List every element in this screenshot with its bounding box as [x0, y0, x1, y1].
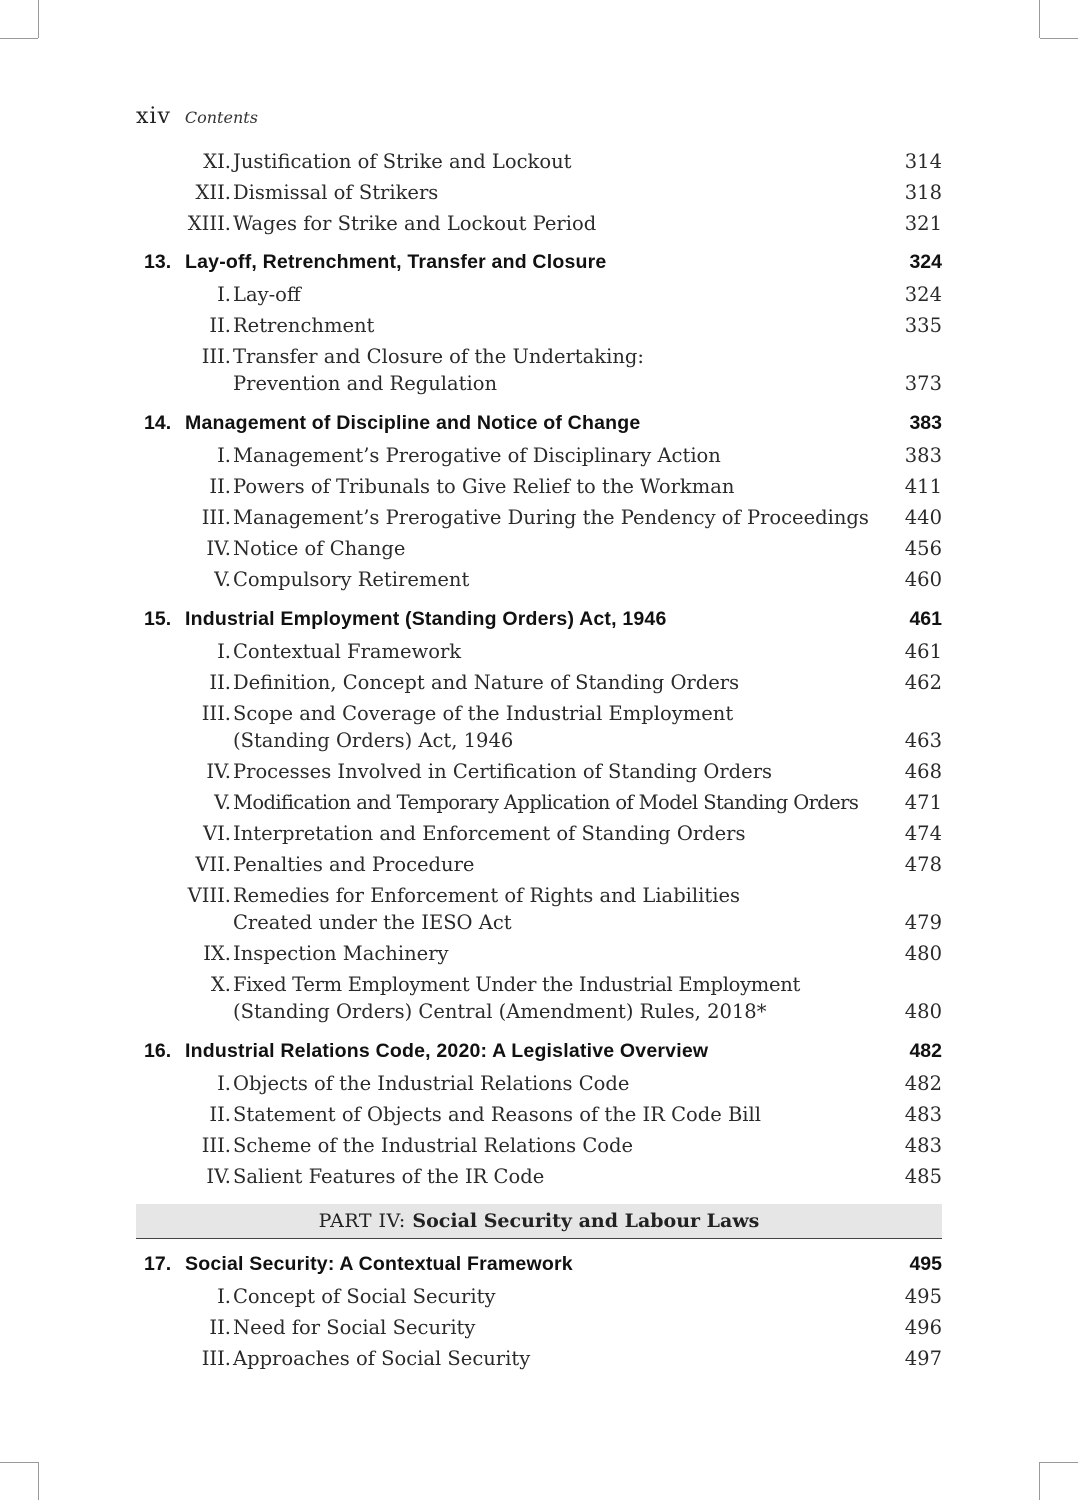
- section-page: 411: [904, 475, 942, 498]
- chapter-page: 461: [909, 608, 942, 630]
- section-number: XI.: [203, 150, 231, 173]
- chapter-number: 16.: [144, 1040, 172, 1062]
- section-number: XIII.: [187, 212, 231, 235]
- section-page: 480: [904, 1000, 942, 1023]
- toc-section: [136, 1132, 942, 1163]
- chapter-number: 13.: [144, 251, 172, 273]
- section-number: IV.: [206, 760, 231, 783]
- toc-section: [136, 700, 942, 758]
- section-number: VII.: [195, 853, 231, 876]
- section-page: 483: [904, 1134, 942, 1157]
- section-page: 479: [904, 911, 942, 934]
- section-page: 440: [904, 506, 942, 529]
- section-title-continued: Created under the IESO Act: [233, 911, 512, 934]
- toc-section: [136, 789, 942, 820]
- toc-section: [136, 442, 942, 473]
- toc-section: [136, 343, 942, 401]
- section-title: Statement of Objects and Reasons of the IR Code Bill: [233, 1103, 762, 1126]
- section-page: 373: [904, 372, 942, 395]
- section-title: Need for Social Security: [233, 1316, 476, 1339]
- section-title: Retrenchment: [233, 314, 375, 337]
- chapter-page: 324: [909, 251, 942, 273]
- section-page: 480: [904, 942, 942, 965]
- section-title: Fixed Term Employment Under the Industrial Employment: [233, 973, 801, 996]
- section-number: IV.: [206, 537, 231, 560]
- toc-section: [136, 535, 942, 566]
- toc-section: [136, 758, 942, 789]
- page-folio: xiv: [136, 104, 171, 129]
- toc-section: [136, 638, 942, 669]
- toc-section: [136, 179, 942, 210]
- crop-mark: [0, 1462, 38, 1463]
- toc-section: [136, 669, 942, 700]
- section-title: Management’s Prerogative of Disciplinary Action: [233, 444, 721, 467]
- chapter-heading: [136, 1038, 942, 1070]
- section-page: 318: [904, 181, 942, 204]
- chapter-page: 383: [909, 412, 942, 434]
- toc-section: [136, 281, 942, 312]
- chapter-title: Social Security: A Contextual Framework: [185, 1253, 573, 1275]
- section-title: Scope and Coverage of the Industrial Employment: [233, 702, 734, 725]
- section-title: Justification of Strike and Lockout: [233, 150, 572, 173]
- section-page: 478: [904, 853, 942, 876]
- section-title: Compulsory Retirement: [233, 568, 470, 591]
- chapter-title: Lay-off, Retrenchment, Transfer and Closure: [185, 251, 607, 273]
- section-page: 460: [904, 568, 942, 591]
- toc-section: [136, 1163, 942, 1194]
- running-title: Contents: [184, 108, 258, 127]
- chapter-number: 14.: [144, 412, 172, 434]
- section-number: VI.: [203, 822, 231, 845]
- section-page: 321: [904, 212, 942, 235]
- crop-mark: [38, 0, 39, 38]
- toc-section: [136, 820, 942, 851]
- crop-mark: [0, 38, 38, 39]
- section-title: Wages for Strike and Lockout Period: [233, 212, 597, 235]
- crop-mark: [1039, 0, 1040, 38]
- section-page: 463: [904, 729, 942, 752]
- chapter-title: Industrial Relations Code, 2020: A Legislative Overview: [185, 1040, 709, 1062]
- chapter-heading: [136, 606, 942, 638]
- section-page: 485: [904, 1165, 942, 1188]
- toc-section: [136, 1283, 942, 1314]
- section-number: III.: [201, 1134, 231, 1157]
- section-number: I.: [217, 1072, 231, 1095]
- toc-section: [136, 882, 942, 940]
- toc-section: [136, 504, 942, 535]
- chapter-page: 482: [909, 1040, 942, 1062]
- section-title: Remedies for Enforcement of Rights and Liabilities: [233, 884, 740, 907]
- section-number: I.: [217, 1285, 231, 1308]
- section-page: 324: [904, 283, 942, 306]
- section-title: Processes Involved in Certification of Standing Orders: [233, 760, 773, 783]
- section-title: Salient Features of the IR Code: [233, 1165, 545, 1188]
- toc-section: [136, 1314, 942, 1345]
- section-page: 471: [904, 791, 942, 814]
- section-title: Objects of the Industrial Relations Code: [233, 1072, 630, 1095]
- chapter-heading: [136, 1251, 942, 1283]
- section-page: 456: [904, 537, 942, 560]
- section-page: 496: [904, 1316, 942, 1339]
- section-number: III.: [201, 1347, 231, 1370]
- section-title: Concept of Social Security: [233, 1285, 496, 1308]
- section-page: 335: [904, 314, 942, 337]
- toc-section: [136, 473, 942, 504]
- section-page: 461: [904, 640, 942, 663]
- section-number: II.: [209, 1316, 231, 1339]
- section-page: 474: [904, 822, 942, 845]
- running-header: [136, 104, 258, 129]
- section-page: 495: [904, 1285, 942, 1308]
- section-number: VIII.: [187, 884, 231, 907]
- section-page: 462: [904, 671, 942, 694]
- section-number: II.: [209, 475, 231, 498]
- chapter-title: Management of Discipline and Notice of Change: [185, 412, 641, 434]
- section-number: V.: [214, 568, 231, 591]
- section-title: Dismissal of Strikers: [233, 181, 439, 204]
- section-number: IX.: [203, 942, 231, 965]
- section-title: Definition, Concept and Nature of Standing Orders: [233, 671, 740, 694]
- toc-section: [136, 566, 942, 597]
- part-banner: [136, 1204, 942, 1239]
- section-number: V.: [214, 791, 231, 814]
- table-of-contents: [136, 148, 942, 1376]
- toc-section: [136, 1070, 942, 1101]
- section-title: Lay-off: [233, 283, 301, 306]
- crop-mark: [38, 1462, 39, 1500]
- section-page: 483: [904, 1103, 942, 1126]
- chapter-number: 17.: [144, 1253, 172, 1275]
- section-title: Management’s Prerogative During the Pendency of Proceedings: [233, 506, 869, 529]
- section-title: Interpretation and Enforcement of Standing Orders: [233, 822, 746, 845]
- part-label: PART IV:: [318, 1210, 406, 1232]
- crop-mark: [1039, 1462, 1040, 1500]
- chapter-heading: [136, 410, 942, 442]
- section-number: I.: [217, 444, 231, 467]
- chapter-number: 15.: [144, 608, 172, 630]
- toc-section: [136, 971, 942, 1029]
- section-number: IV.: [206, 1165, 231, 1188]
- toc-section: [136, 148, 942, 179]
- section-number: II.: [209, 314, 231, 337]
- chapter-heading: [136, 249, 942, 281]
- section-page: 482: [904, 1072, 942, 1095]
- section-title: Penalties and Procedure: [233, 853, 475, 876]
- section-title: Scheme of the Industrial Relations Code: [233, 1134, 634, 1157]
- section-title-continued: (Standing Orders) Central (Amendment) Rules, 2018*: [233, 1000, 767, 1023]
- chapter-page: 495: [909, 1253, 942, 1275]
- toc-section: [136, 1345, 942, 1376]
- section-page: 314: [904, 150, 942, 173]
- section-number: III.: [201, 345, 231, 368]
- section-title: Approaches of Social Security: [233, 1347, 531, 1370]
- section-page: 497: [904, 1347, 942, 1370]
- section-number: III.: [201, 702, 231, 725]
- section-number: XII.: [195, 181, 231, 204]
- crop-mark: [1040, 38, 1078, 39]
- section-number: II.: [209, 671, 231, 694]
- section-page: 383: [904, 444, 942, 467]
- toc-section: [136, 1101, 942, 1132]
- section-title-continued: (Standing Orders) Act, 1946: [233, 729, 514, 752]
- section-number: I.: [217, 283, 231, 306]
- section-title: Contextual Framework: [233, 640, 462, 663]
- section-title-continued: Prevention and Regulation: [233, 372, 498, 395]
- crop-mark: [1040, 1462, 1078, 1463]
- section-number: X.: [210, 973, 231, 996]
- toc-section: [136, 851, 942, 882]
- chapter-title: Industrial Employment (Standing Orders) Act, 1946: [185, 608, 667, 630]
- section-title: Transfer and Closure of the Undertaking:: [233, 345, 644, 368]
- section-number: III.: [201, 506, 231, 529]
- toc-section: [136, 312, 942, 343]
- section-number: II.: [209, 1103, 231, 1126]
- part-title: Social Security and Labour Laws: [412, 1210, 760, 1232]
- section-title: Inspection Machinery: [233, 942, 449, 965]
- section-number: I.: [217, 640, 231, 663]
- section-title: Modification and Temporary Application of Model Standing Orders: [233, 791, 859, 814]
- section-title: Powers of Tribunals to Give Relief to the Workman: [233, 475, 735, 498]
- toc-section: [136, 210, 942, 241]
- section-page: 468: [904, 760, 942, 783]
- section-title: Notice of Change: [233, 537, 406, 560]
- toc-section: [136, 940, 942, 971]
